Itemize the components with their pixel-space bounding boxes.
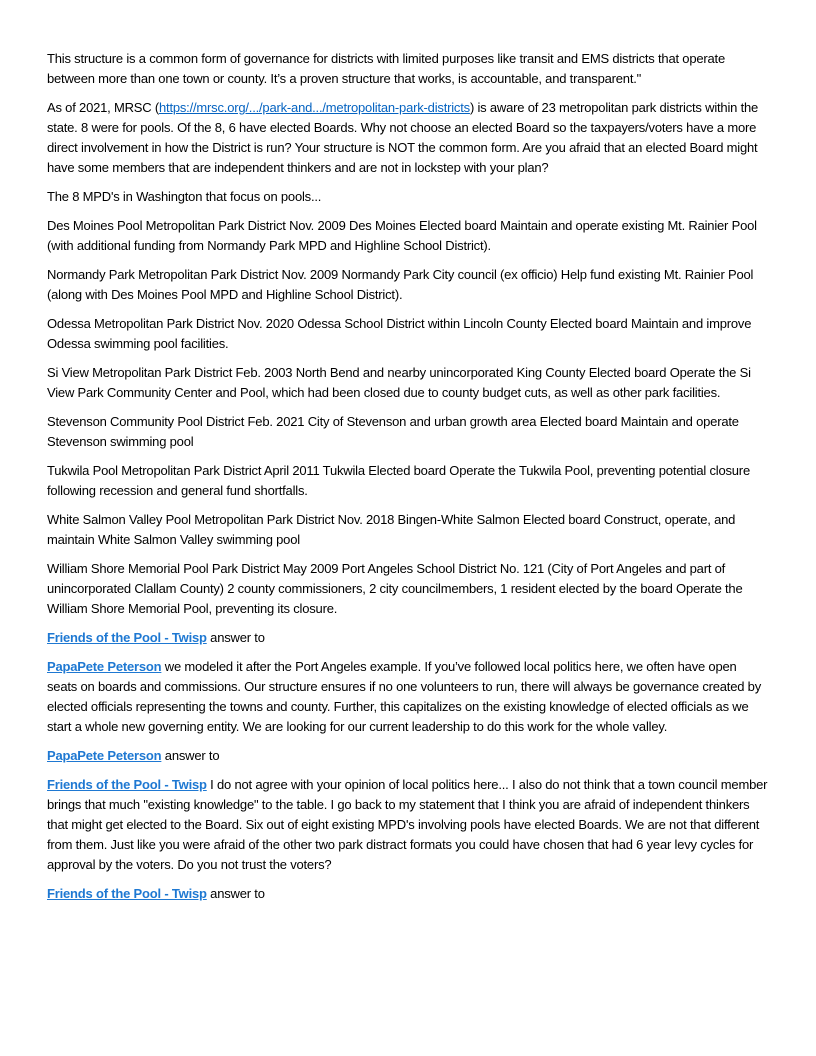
paragraph: [47, 216, 770, 256]
paragraph: [47, 461, 770, 501]
paragraph: [47, 363, 770, 403]
paragraph-text: This structure is a common form of governance for districts with limited purposes like transit and EMS districts that operate between more than one town or county. It’s a proven structure that works, is accountable, and transparent.": [47, 51, 725, 86]
paragraph-text: Stevenson Community Pool District Feb. 2021 City of Stevenson and urban growth area Elected board Maintain and operate Stevenson swimming pool: [47, 414, 739, 449]
paragraph: [47, 187, 770, 207]
url-link-https-mrsc-org-park-and-metropolitan-par[interactable]: https://mrsc.org/.../park-and.../metropolitan-park-districts: [159, 100, 470, 115]
profile-link-papapete-peterson[interactable]: PapaPete Peterson: [47, 659, 162, 674]
paragraph: [47, 559, 770, 619]
document-content: [47, 49, 770, 904]
paragraph: [47, 657, 770, 737]
paragraph: [47, 510, 770, 550]
paragraph-text: ) is aware of 23 metropolitan park districts within the state. 8 were for pools. Of the 8, 6 have elected Boards. Why not choose an elected Board so the taxpayers/voters have a more direct involvement in how the District is run? Your structure is NOT the common form. Are you afraid that an elected Board might have some members that are independent thinkers and are not in lockstep with your plan?: [47, 100, 759, 175]
profile-link-friends-of-the-pool-twisp[interactable]: Friends of the Pool - Twisp: [47, 630, 207, 645]
paragraph-text: White Salmon Valley Pool Metropolitan Park District Nov. 2018 Bingen-White Salmon Elected board Construct, operate, and maintain White Salmon Valley swimming pool: [47, 512, 736, 547]
paragraph-text: Tukwila Pool Metropolitan Park District April 2011 Tukwila Elected board Operate the Tukwila Pool, preventing potential closure following recession and general fund shortfalls.: [47, 463, 750, 498]
paragraph-text: answer to: [161, 748, 220, 763]
profile-link-papapete-peterson[interactable]: PapaPete Peterson: [47, 748, 162, 763]
paragraph-text: we modeled it after the Port Angeles example. If you’ve followed local politics here, we often have open seats on boards and commissions. Our structure ensures if no one volunteers to run, there will always be governance created by elected officials representing the towns and county. Further, this capitalizes on the existing knowledge of elected officials as we start a whole new governing entity. We are looking for our current leadership to do this work for the whole valley.: [47, 659, 762, 734]
profile-link-friends-of-the-pool-twisp[interactable]: Friends of the Pool - Twisp: [47, 777, 207, 792]
paragraph: [47, 314, 770, 354]
paragraph-text: William Shore Memorial Pool Park District May 2009 Port Angeles School District No. 121 (City of Port Angeles and part of unincorporated Clallam County) 2 county commissioners, 2 city councilmembers, 1 resident elected by the board Operate the William Shore Memorial Pool, preventing its closure.: [47, 561, 743, 616]
paragraph-text: Des Moines Pool Metropolitan Park District Nov. 2009 Des Moines Elected board Maintain and operate existing Mt. Rainier Pool (with additional funding from Normandy Park MPD and Highline School District).: [47, 218, 757, 253]
paragraph-text: Odessa Metropolitan Park District Nov. 2020 Odessa School District within Lincoln County Elected board Maintain and improve Odessa swimming pool facilities.: [47, 316, 752, 351]
paragraph: [47, 49, 770, 89]
paragraph-text: Normandy Park Metropolitan Park District Nov. 2009 Normandy Park City council (ex officio) Help fund existing Mt. Rainier Pool (along with Des Moines Pool MPD and Highline School District).: [47, 267, 754, 302]
paragraph-text: As of 2021, MRSC (: [47, 100, 159, 115]
paragraph: [47, 775, 770, 875]
paragraph-text: Si View Metropolitan Park District Feb. 2003 North Bend and nearby unincorporated King County Elected board Operate the Si View Park Community Center and Pool, which had been closed due to county budget cuts, as well as other park facilities.: [47, 365, 751, 400]
paragraph-text: answer to: [206, 886, 265, 901]
paragraph-text: answer to: [206, 630, 265, 645]
paragraph-text: The 8 MPD's in Washington that focus on pools...: [47, 189, 322, 204]
paragraph: [47, 265, 770, 305]
paragraph: [47, 884, 770, 904]
paragraph-text: I do not agree with your opinion of local politics here... I also do not think that a town council member brings that much "existing knowledge" to the table. I go back to my statement that I think you are afraid of independent thinkers that might get elected to the Board. Six out of eight existing MPD's involving pools have elected Boards. We are not that different from them. Just like you were afraid of the other two park distract formats you could have chosen that had 6 year levy cycles for approval by the voters. Do you not trust the voters?: [47, 777, 768, 872]
paragraph: [47, 746, 770, 766]
profile-link-friends-of-the-pool-twisp[interactable]: Friends of the Pool - Twisp: [47, 886, 207, 901]
paragraph: [47, 412, 770, 452]
paragraph: [47, 628, 770, 648]
paragraph: [47, 98, 770, 178]
